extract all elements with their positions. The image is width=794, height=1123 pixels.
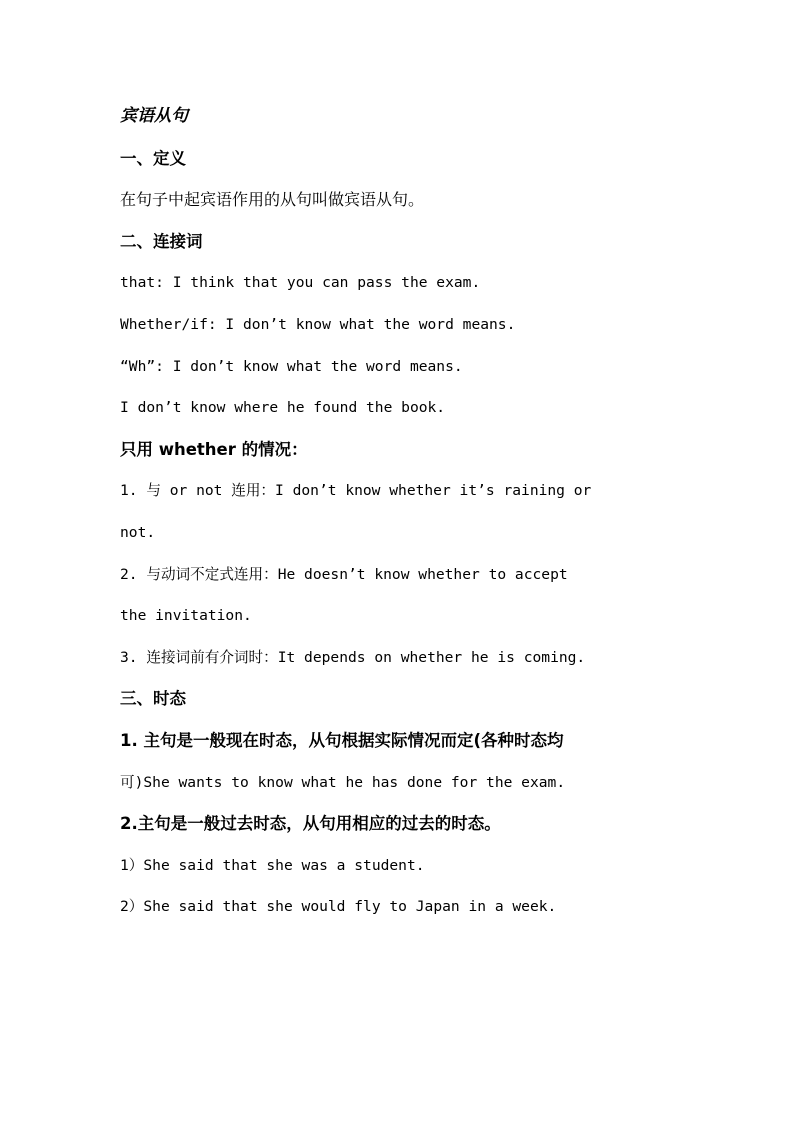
whether-rule-line: 1. 与 or not 连用：I don’t know whether it’s raining or [120, 482, 592, 500]
whether-rule-line: 3. 连接词前有介词时：It depends on whether he is coming. [120, 648, 586, 666]
connective-example-line: that: I think that you can pass the exam. [120, 274, 481, 292]
whether-rule-line: the invitation. [120, 607, 252, 625]
tense-example-line: 2）She said that she would fly to Japan in a week. [120, 898, 557, 916]
definition-text: 在句子中起宾语作用的从句叫做宾语从句。 [120, 190, 425, 210]
tense-example-line: 1）She said that she was a student. [120, 856, 425, 874]
whether-rule-line: not. [120, 523, 156, 541]
connective-example-line: “Wh”: I don’t know what the word means. [120, 357, 463, 375]
connective-example-line: Whether/if: I don’t know what the word means. [120, 315, 516, 333]
tense-rule-1-line-2: 可)She wants to know what he has done for the exam. [120, 773, 566, 791]
whether-rule-line: 2. 与动词不定式连用：He doesn’t know whether to accept [120, 565, 568, 583]
document-page [120, 96, 680, 928]
section-heading-definition: 一、定义 [120, 148, 186, 168]
section-heading-tense: 三、时态 [120, 689, 186, 709]
document-title: 宾语从句 [120, 106, 188, 126]
whether-only-heading: 只用 whether 的情况： [120, 439, 308, 459]
tense-rule-1-line-1: 1. 主句是一般现在时态，从句根据实际情况而定(各种时态均 [120, 730, 564, 750]
section-heading-connectives: 二、连接词 [120, 231, 203, 251]
tense-rule-2: 2.主句是一般过去时态，从句用相应的过去的时态。 [120, 814, 501, 834]
connective-example-line: I don’t know where he found the book. [120, 399, 446, 417]
